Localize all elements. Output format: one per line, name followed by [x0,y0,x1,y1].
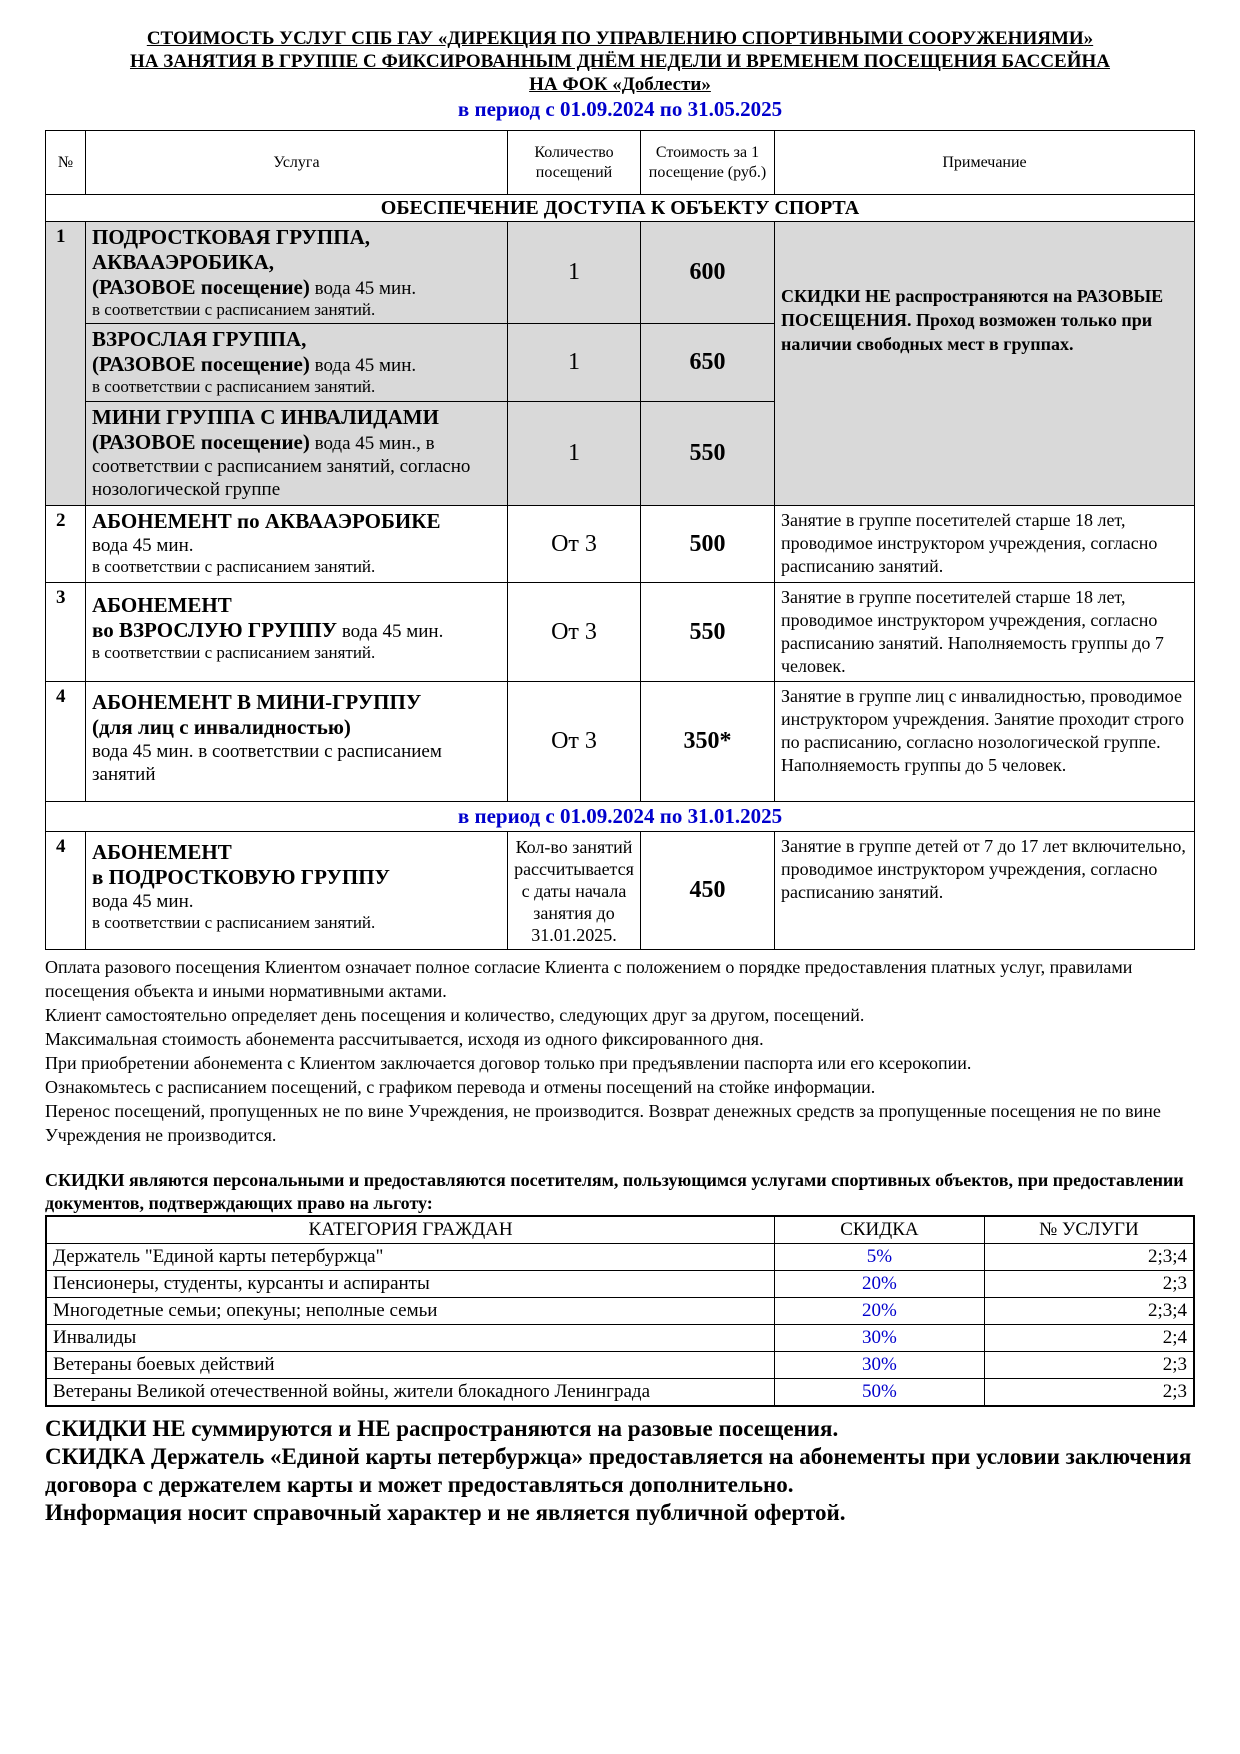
price: 500 [641,506,775,583]
row-number: 3 [46,583,86,682]
discount-row [46,1271,1194,1298]
final-note: СКИДКИ НЕ суммируются и НЕ распространяются на разовые посещения. [45,1416,839,1441]
discount-row [46,1298,1194,1325]
visit-count: 1 [508,402,641,506]
service-title: (РАЗОВОЕ посещение) [92,352,310,376]
service-cell [86,402,508,506]
table-row [46,682,1195,802]
final-note: СКИДКА Держатель «Единой карты петербуржца» предоставляется на абонементы при условии заключения договора с держателем карты и может предоставляться дополнительно. [45,1444,1192,1497]
note-cell: Занятие в группе посетителей старше 18 лет, проводимое инструктором учреждения, согласно расписанию занятий. [775,506,1195,583]
discounts-intro: СКИДКИ являются персональными и предоставляются посетителям, пользующимся услугами спортивных объектов, при предоставлении документов, подтверждающих право на льготу: [45,1170,1184,1213]
service-title: (РАЗОВОЕ посещение) [92,275,310,299]
service-title: МИНИ ГРУППА С ИНВАЛИДАМИ [92,405,439,429]
service-cell [86,324,508,402]
table-row [46,583,1195,682]
col-count-header: Количество посещений [508,131,641,195]
discount-percent-header: СКИДКА [775,1216,985,1244]
discount-category: Инвалиды [46,1325,775,1352]
header-line-1: СТОИМОСТЬ УСЛУГ СПБ ГАУ «ДИРЕКЦИЯ ПО УПРАВЛЕНИЮ СПОРТИВНЫМИ СООРУЖЕНИЯМИ» [146,28,1094,49]
discount-row [46,1379,1194,1407]
period-label: в период с 01.09.2024 по 31.01.2025 [46,802,1195,832]
row-number: 4 [46,832,86,950]
service-title: ПОДРОСТКОВАЯ ГРУППА, [92,225,371,249]
discount-services: 2;3 [984,1271,1194,1298]
visit-count: 1 [508,324,641,402]
price: 650 [641,324,775,402]
price: 600 [641,222,775,324]
service-title: АБОНЕМЕНТ [92,593,232,617]
service-title: АБОНЕМЕНТ по АКВААЭРОБИКЕ [92,509,441,533]
service-cell [86,682,508,802]
footnotes [45,955,1205,1147]
note-cell: СКИДКИ НЕ распространяются на РАЗОВЫЕ ПОСЕЩЕНИЯ. Проход возможен только при наличии свободных мест в группах. [775,222,1195,506]
discount-services: 2;3;4 [984,1244,1194,1271]
service-schedule: в соответствии с расписанием занятий. [92,377,376,396]
note-cell: Занятие в группе посетителей старше 18 лет, проводимое инструктором учреждения, согласно расписанию занятий. Наполняемость группы до 7 человек. [775,583,1195,682]
service-detail: вода 45 мин., в соответствии с расписанием занятий, согласно нозологической группе [92,433,471,500]
service-detail: вода 45 мин. в соответствии с расписанием занятий [92,741,442,785]
price: 450 [641,832,775,950]
discount-services: 2;4 [984,1325,1194,1352]
discount-category-header: КАТЕГОРИЯ ГРАЖДАН [46,1216,775,1244]
service-detail: вода 45 мин. [337,621,444,642]
service-detail: вода 45 мин. [92,891,194,912]
col-note-header: Примечание [775,131,1195,195]
table-row [46,222,1195,324]
visit-count: Кол-во занятий рассчитывается с даты начала занятия до 31.01.2025. [508,832,641,950]
service-cell [86,222,508,324]
discounts-table [45,1215,1195,1407]
service-title: (РАЗОВОЕ посещение) [92,430,310,454]
table-row [46,506,1195,583]
discount-services: 2;3 [984,1352,1194,1379]
row-number: 4 [46,682,86,802]
price: 350* [641,682,775,802]
row-number: 1 [46,222,86,506]
service-detail: вода 45 мин. [309,278,417,299]
footnote-line: Перенос посещений, пропущенных не по вине Учреждения, не производится. Возврат денежных средств за пропущенные посещения не по вине Учреждения не производится. [45,1101,1161,1145]
service-title: АБОНЕМЕНТ В МИНИ-ГРУППУ [92,690,422,714]
visit-count: От 3 [508,682,641,802]
discount-category: Держатель "Единой карты петербуржца" [46,1244,775,1271]
header-line-2: НА ЗАНЯТИЯ В ГРУППЕ С ФИКСИРОВАННЫМ ДНЁМ НЕДЕЛИ И ВРЕМЕНЕМ ПОСЕЩЕНИЯ БАССЕЙНА [129,51,1111,72]
section-title: ОБЕСПЕЧЕНИЕ ДОСТУПА К ОБЪЕКТУ СПОРТА [46,195,1195,222]
price: 550 [641,583,775,682]
discount-category: Ветераны Великой отечественной войны, жители блокадного Ленинграда [46,1379,775,1407]
row-number: 2 [46,506,86,583]
section-row [46,195,1195,222]
final-notes [45,1415,1215,1527]
service-title: во ВЗРОСЛУЮ ГРУППУ [92,618,338,642]
service-schedule: в соответствии с расписанием занятий. [92,557,376,576]
final-note: Информация носит справочный характер и не является публичной офертой. [45,1500,846,1525]
discount-services-header: № УСЛУГИ [984,1216,1194,1244]
discounts-header-row [46,1216,1194,1244]
discount-percent: 50% [775,1379,985,1407]
discount-category: Многодетные семьи; опекуны; неполные семьи [46,1298,775,1325]
service-title: ВЗРОСЛАЯ ГРУППА, [92,327,307,351]
discount-row [46,1244,1194,1271]
visit-count: 1 [508,222,641,324]
discount-row [46,1325,1194,1352]
visit-count: От 3 [508,506,641,583]
period-label: в период с 01.09.2024 по 31.05.2025 [457,97,783,121]
footnote-line: Оплата разового посещения Клиентом означает полное согласие Клиента с положением о порядке предоставления платных услуг, правилами посещения объекта и иными нормативными актами. [45,957,1133,1001]
table-header-row [46,131,1195,195]
service-schedule: в соответствии с расписанием занятий. [92,643,376,662]
discount-percent: 20% [775,1271,985,1298]
discount-percent: 20% [775,1298,985,1325]
discount-percent: 30% [775,1352,985,1379]
service-title: (для лиц с инвалидностью) [92,715,351,739]
services-table [45,130,1195,950]
table-row [46,832,1195,950]
discount-row [46,1352,1194,1379]
discount-services: 2;3 [984,1379,1194,1407]
service-title: АБОНЕМЕНТ [92,840,232,864]
service-cell [86,583,508,682]
col-price-header: Стоимость за 1 посещение (руб.) [641,131,775,195]
footnote-line: При приобретении абонемента с Клиентом заключается договор только при предъявлении паспорта или его ксерокопии. [45,1053,972,1073]
discount-services: 2;3;4 [984,1298,1194,1325]
visit-count: От 3 [508,583,641,682]
discount-category: Пенсионеры, студенты, курсанты и аспиранты [46,1271,775,1298]
discount-percent: 30% [775,1325,985,1352]
footnote-line: Ознакомьтесь с расписанием посещений, с графиком перевода и отмены посещений на стойке информации. [45,1077,876,1097]
col-num-header: № [46,131,86,195]
col-service-header: Услуга [86,131,508,195]
header-line-3: НА ФОК «Доблести» [529,74,711,95]
service-cell [86,506,508,583]
service-detail: вода 45 мин. [92,535,194,556]
service-title: АКВААЭРОБИКА, [92,250,275,274]
note-cell: Занятие в группе детей от 7 до 17 лет включительно, проводимое инструктором учреждения, согласно расписанию занятий. [775,832,1195,950]
service-detail: вода 45 мин. [309,355,417,376]
footnote-line: Клиент самостоятельно определяет день посещения и количество, следующих друг за другом, посещений. [45,1005,865,1025]
service-schedule: в соответствии с расписанием занятий. [92,913,376,932]
discount-category: Ветераны боевых действий [46,1352,775,1379]
footnote-line: Максимальная стоимость абонемента рассчитывается, исходя из одного фиксированного дня. [45,1029,764,1049]
price: 550 [641,402,775,506]
discount-percent: 5% [775,1244,985,1271]
service-cell [86,832,508,950]
note-cell: Занятие в группе лиц с инвалидностью, проводимое инструктором учреждения. Занятие проходит строго по расписанию, согласно нозологической группе. Наполняемость группы до 5 человек. [775,682,1195,802]
period-row [46,802,1195,832]
service-schedule: в соответствии с расписанием занятий. [92,300,376,319]
service-title: в ПОДРОСТКОВУЮ ГРУППУ [92,865,390,889]
